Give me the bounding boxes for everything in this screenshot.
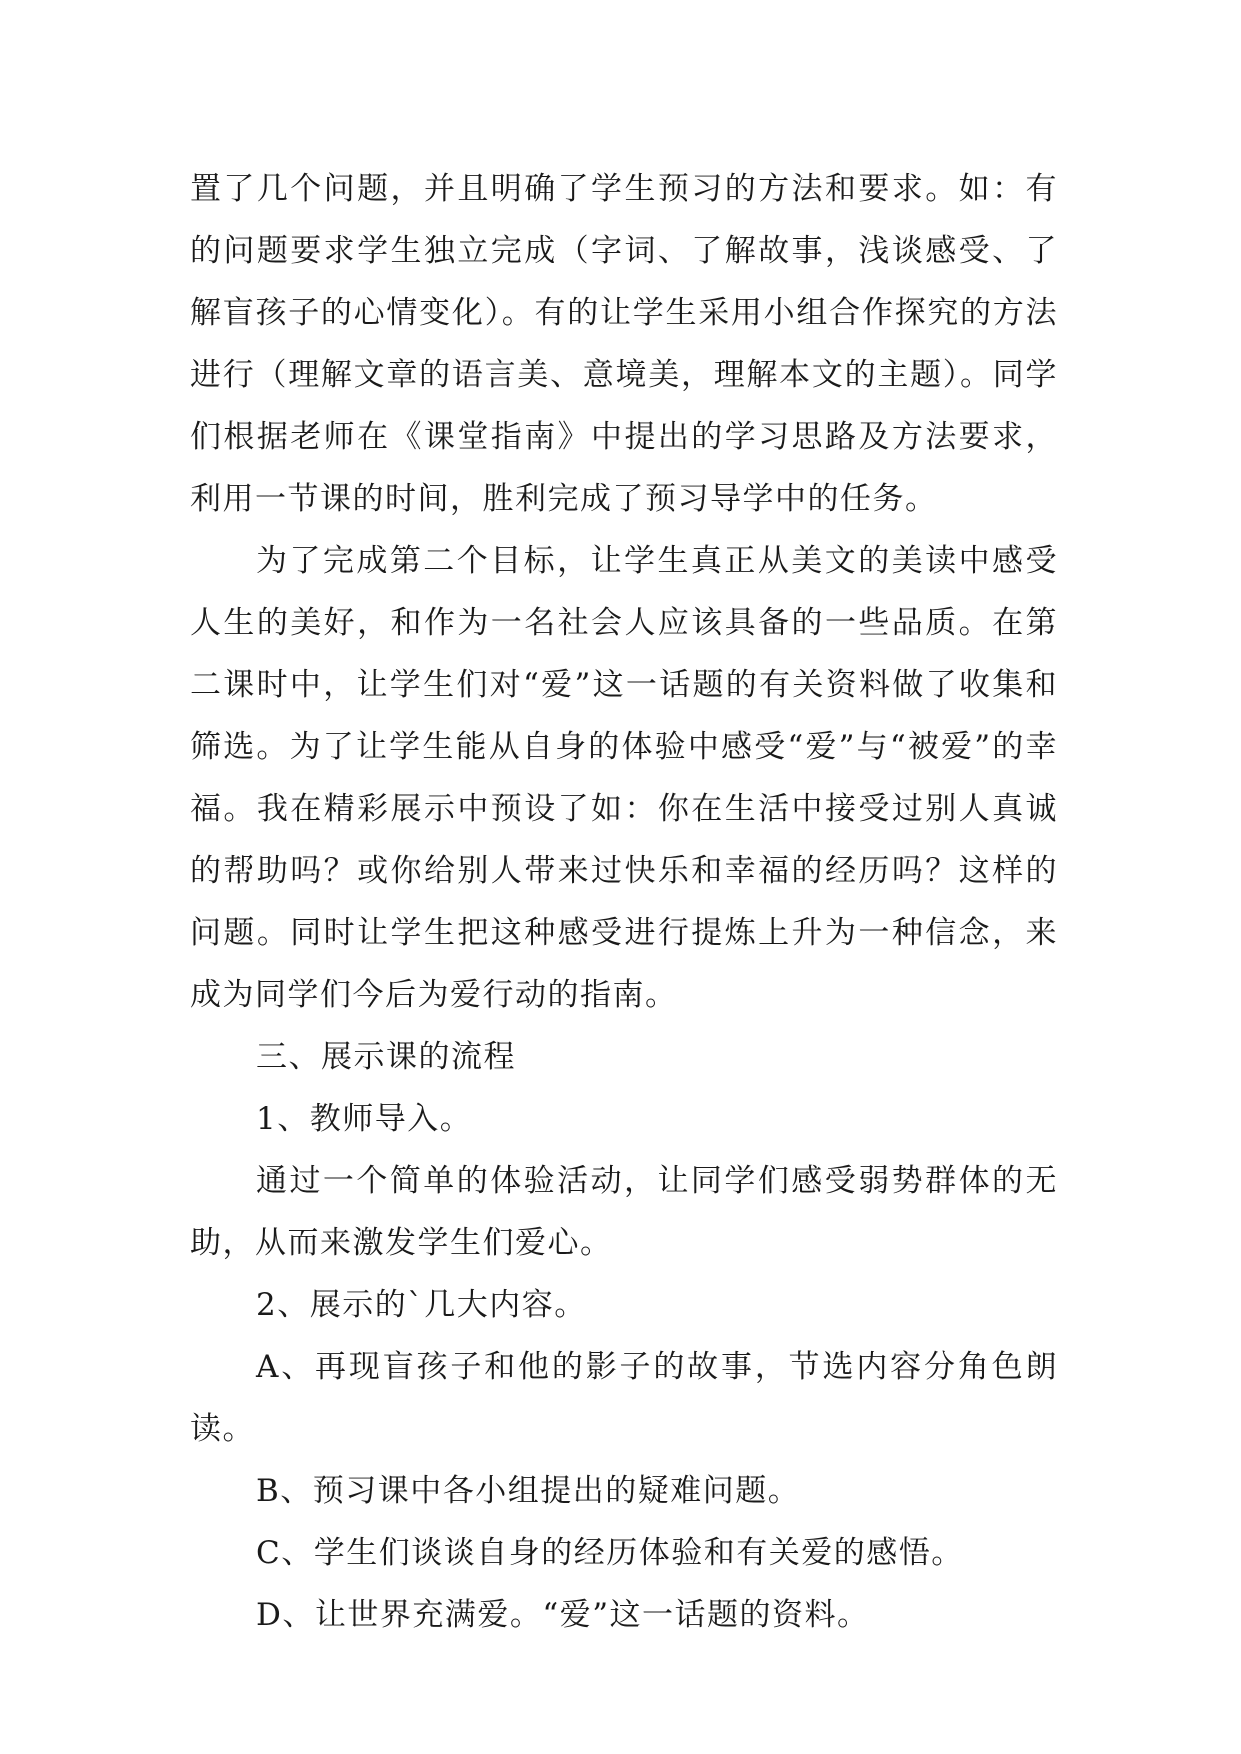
paragraph-experience-activity: 通过一个简单的体验活动，让同学们感受弱势群体的无助，从而来激发学生们爱心。 (190, 1163, 1058, 1261)
section-heading-flow: 三、展示课的流程 (256, 1039, 516, 1075)
paragraph-second-goal: 为了完成第二个目标，让学生真正从美文的美读中感受人生的美好，和作为一名社会人应该具备的一些品质。在第二课时中，让学生们对“爱”这一话题的有关资料做了收集和筛选。为了让学生能从自身的体验中感受“爱”与“被爱”的幸福。我在精彩展示中预设了如：你在生活中接受过别人真诚的帮助吗？或你给别人带来过快乐和幸福的经历吗？这样的问题。同时让学生把这种感受进行提炼上升为一种信念，来成为同学们今后为爱行动的指南。 (190, 543, 1058, 1013)
list-item-d: D、让世界充满爱。“爱”这一话题的资料。 (256, 1597, 870, 1633)
list-item-a: A、再现盲孩子和他的影子的故事，节选内容分角色朗读。 (190, 1349, 1058, 1447)
list-item-b: B、预习课中各小组提出的疑难问题。 (256, 1473, 801, 1509)
list-item-display-content: 2、展示的`几大内容。 (256, 1287, 587, 1323)
list-item-c: C、学生们谈谈自身的经历体验和有关爱的感悟。 (256, 1535, 964, 1571)
paragraph-continuation: 置了几个问题，并且明确了学生预习的方法和要求。如：有的问题要求学生独立完成（字词、了解故事，浅谈感受、了解盲孩子的心情变化）。有的让学生采用小组合作探究的方法进行（理解文章的语言美、意境美，理解本文的主题）。同学们根据老师在《课堂指南》中提出的学习思路及方法要求，利用一节课的时间，胜利完成了预习导学中的任务。 (190, 171, 1058, 517)
document-body (190, 158, 1058, 1646)
list-item-teacher-intro: 1、教师导入。 (256, 1101, 473, 1137)
